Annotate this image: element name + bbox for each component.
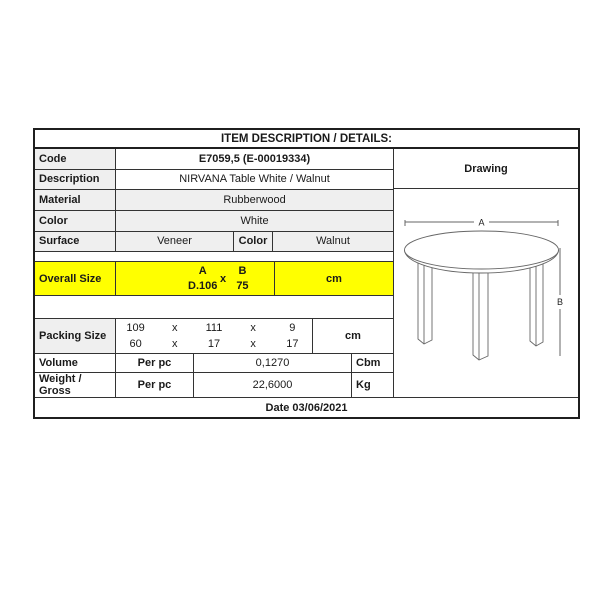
table-top: [405, 231, 559, 273]
drawing-panel: [393, 149, 578, 397]
packing-x: x: [250, 322, 256, 335]
packing-x: x: [172, 322, 178, 335]
weight-value: 22,6000: [194, 373, 352, 397]
volume-per: Per pc: [116, 354, 194, 372]
packing-x: x: [172, 338, 178, 351]
dim-b-label: B: [556, 297, 564, 307]
packing-value: 17: [286, 338, 299, 351]
overall-size-label: Overall Size: [35, 262, 116, 295]
sheet-body: [35, 149, 578, 397]
row-surface: [35, 232, 393, 253]
color-value: White: [116, 211, 393, 231]
drawing-area: [394, 189, 578, 397]
overall-size-col-a: [188, 264, 218, 294]
volume-label: Volume: [35, 354, 116, 372]
packing-size-label: Packing Size: [35, 319, 116, 353]
table-drawing: [394, 189, 578, 396]
description-label: Description: [35, 170, 116, 190]
dim-a-label: A: [478, 217, 485, 228]
row-code: [35, 149, 393, 170]
overall-size-col-b: [228, 264, 257, 294]
packing-line-1: [116, 320, 312, 336]
row-weight: [35, 373, 393, 397]
dim-b-header: B: [238, 264, 247, 277]
spacer-row: [35, 252, 393, 262]
material-label: Material: [35, 190, 116, 210]
packing-size-values: [116, 319, 313, 353]
spec-sheet: [33, 128, 580, 419]
volume-unit: Cbm: [356, 357, 381, 370]
dim-a-header: A: [198, 264, 207, 277]
row-color: [35, 211, 393, 232]
row-description: [35, 170, 393, 191]
date-row: Date 03/06/2021: [35, 397, 578, 417]
details-table: [35, 149, 393, 397]
row-material: [35, 190, 393, 211]
packing-value: 9: [289, 322, 296, 335]
packing-line-2: [116, 336, 312, 352]
overall-size-unit: cm: [326, 272, 342, 285]
code-label: Code: [35, 149, 116, 169]
material-value: Rubberwood: [116, 190, 393, 210]
row-packing-size: [35, 319, 393, 354]
color-label: Color: [35, 211, 116, 231]
packing-x: x: [250, 338, 256, 351]
row-overall-size: [35, 262, 393, 296]
weight-unit: Kg: [356, 379, 371, 392]
description-value: NIRVANA Table White / Walnut: [179, 173, 330, 186]
code-value: E7059,5 (E-00019334): [198, 152, 311, 165]
packing-size-unit: cm: [345, 330, 361, 343]
row-volume: [35, 354, 393, 373]
drawing-title: Drawing: [394, 149, 578, 189]
surface-label: Surface: [35, 232, 116, 252]
surface-value: Veneer: [116, 232, 234, 252]
dim-b-value: 75: [236, 279, 249, 292]
packing-value: 17: [207, 338, 221, 351]
packing-value: 109: [126, 322, 145, 335]
overall-size-values: [116, 262, 275, 295]
packing-value: 60: [129, 338, 142, 351]
weight-per: Per pc: [116, 373, 194, 397]
surface-color-label: Color: [234, 232, 273, 252]
sheet-title: ITEM DESCRIPTION / DETAILS:: [35, 130, 578, 149]
overall-size-separator: x: [219, 272, 227, 285]
packing-value: 111: [205, 322, 223, 335]
dim-a-value: D.106: [188, 279, 218, 292]
weight-label: Weight / Gross: [35, 373, 116, 397]
surface-color-value: Walnut: [273, 232, 393, 252]
spacer-row: [35, 296, 393, 319]
volume-value: 0,1270: [194, 354, 352, 372]
